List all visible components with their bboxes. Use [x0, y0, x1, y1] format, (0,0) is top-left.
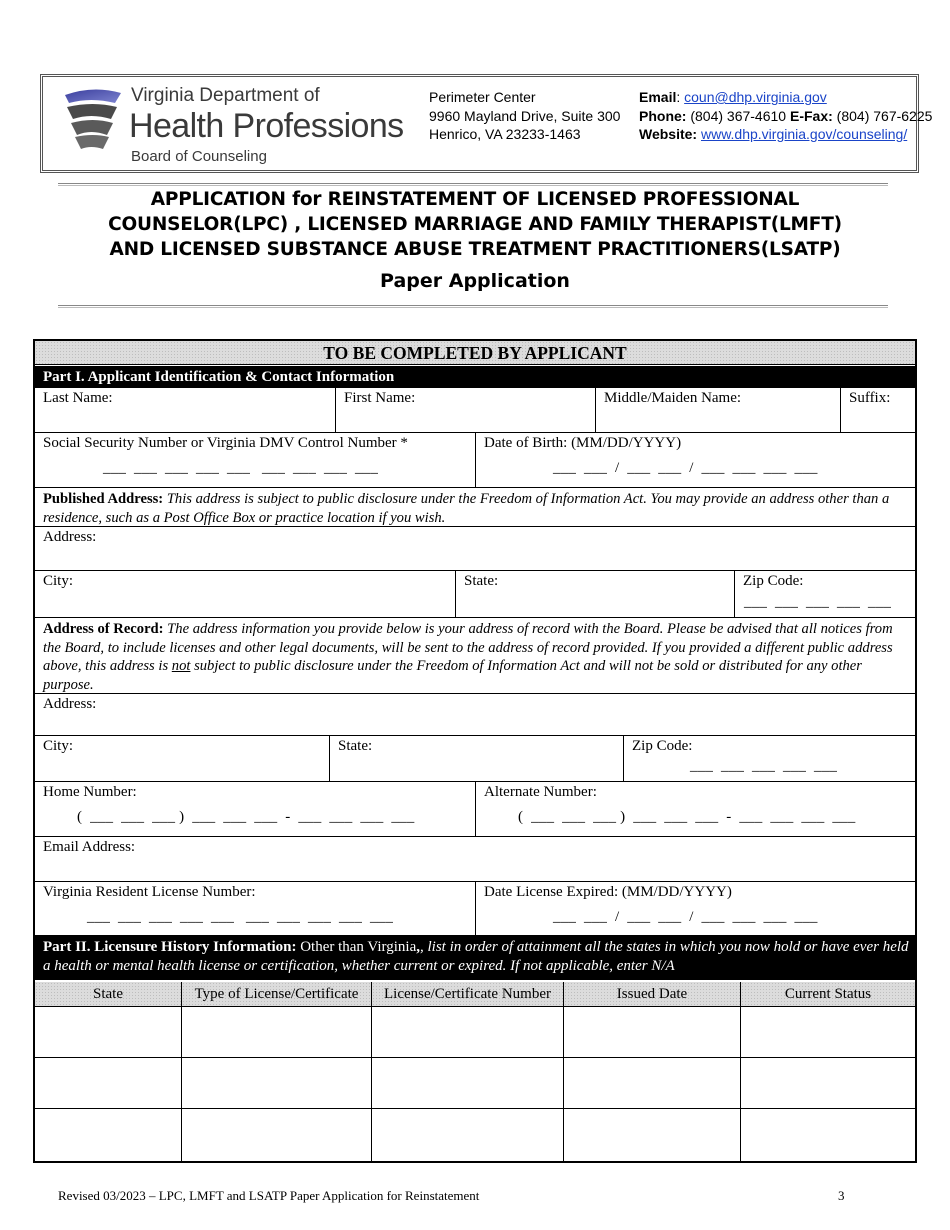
- record-text-a: The address information you provide below is your address of record with the Board. Please be advised that all notices from the Board, to include licenses and other legal documents, will be sent to the address of record provided. If you provided a different public address above, this address is: [43, 621, 893, 674]
- published-address-heading: Published Address:: [43, 491, 164, 507]
- table-cell[interactable]: [372, 1109, 564, 1163]
- record-address-label: Address:: [43, 696, 97, 712]
- email-address-label: Email Address:: [43, 839, 136, 855]
- record-state-field[interactable]: [330, 736, 624, 782]
- col-status-header: Current Status: [741, 982, 915, 1007]
- col-issued-header: Issued Date: [564, 982, 741, 1007]
- email-label: Email: [639, 89, 677, 105]
- table-cell[interactable]: [35, 1109, 182, 1163]
- website-link[interactable]: www.dhp.virginia.gov/counseling/: [700, 126, 908, 142]
- table-cell[interactable]: [372, 1058, 564, 1109]
- table-cell[interactable]: [182, 1109, 372, 1163]
- record-text-b: subject to public disclosure under the Freedom of Information Act and will not be sold or distributed for any other purpose.: [43, 658, 862, 693]
- phone-value: (804) 367-4610: [686, 107, 790, 124]
- license-expired-blanks: ___ ___ / ___ ___ / ___ ___ ___ ___: [553, 909, 818, 925]
- table-cell[interactable]: [741, 1007, 915, 1058]
- divider-bottom: [58, 305, 888, 308]
- part2-title: Part II. Licensure History Information:: [43, 939, 297, 955]
- last-name-field[interactable]: [35, 388, 336, 433]
- suffix-field[interactable]: [841, 388, 915, 433]
- published-address-note: [35, 488, 915, 527]
- email-address-field[interactable]: [35, 837, 915, 882]
- website-label: Website:: [639, 126, 698, 142]
- address-of-record-heading: Address of Record:: [43, 621, 164, 637]
- ssn-label: Social Security Number or Virginia DMV Control Number *: [43, 435, 408, 451]
- record-zip-field[interactable]: [624, 736, 915, 782]
- first-name-label: First Name:: [344, 390, 416, 406]
- record-zip-label: Zip Code:: [632, 738, 693, 754]
- va-license-blanks: ___ ___ ___ ___ ___ ___ ___ ___ ___ ___: [87, 909, 394, 925]
- table-cell[interactable]: [564, 1058, 741, 1109]
- email-link[interactable]: coun@dhp.virginia.gov: [684, 89, 827, 105]
- logo-line-1: Virginia Department of: [131, 85, 320, 106]
- middle-name-field[interactable]: [596, 388, 841, 433]
- address-line-2: 9960 Mayland Drive, Suite 300: [429, 107, 621, 124]
- state-label: State:: [464, 573, 499, 589]
- alternate-number-field[interactable]: [476, 782, 915, 837]
- home-number-blanks: ( ___ ___ ___ ) ___ ___ ___ - ___ ___ ___ ___: [77, 809, 415, 825]
- logo-line-3: Board of Counseling: [131, 148, 267, 165]
- table-cell[interactable]: [564, 1109, 741, 1163]
- dhp-swoosh-icon: [63, 87, 125, 151]
- home-number-field[interactable]: [35, 782, 476, 837]
- part1-heading: Part I. Applicant Identification & Contact Information: [35, 366, 915, 388]
- form-banner: TO BE COMPLETED BY APPLICANT: [35, 341, 915, 365]
- middle-name-label: Middle/Maiden Name:: [604, 390, 742, 406]
- page-subtitle: Paper Application: [380, 270, 570, 292]
- address-label: Address:: [43, 529, 97, 545]
- licensure-history-table: [35, 982, 915, 1163]
- published-city-field[interactable]: [35, 571, 456, 618]
- table-cell[interactable]: [182, 1058, 372, 1109]
- part2-heading: Part II. Licensure History Information: Other than Virginia,, list in order of attainment all the states in which you now hold or have ever held a health or mental health license or certification, whether current or expired. If not applicable, enter N/A: [35, 936, 915, 980]
- page-number: 3: [838, 1188, 845, 1203]
- divider-top: [58, 183, 888, 186]
- suffix-label: Suffix:: [849, 390, 891, 406]
- ssn-field[interactable]: [35, 433, 476, 488]
- dhp-logo: [63, 83, 408, 168]
- zip-label: Zip Code:: [743, 573, 804, 589]
- dob-blanks: ___ ___ / ___ ___ / ___ ___ ___ ___: [553, 460, 818, 476]
- first-name-field[interactable]: [336, 388, 596, 433]
- license-expired-field[interactable]: [476, 882, 915, 936]
- table-cell[interactable]: [564, 1007, 741, 1058]
- letterhead: [40, 74, 933, 173]
- title-line-1: APPLICATION for REINSTATEMENT OF LICENSED PROFESSIONAL: [150, 189, 800, 210]
- last-name-label: Last Name:: [43, 390, 113, 406]
- email-sep: :: [676, 89, 685, 105]
- dob-label: Date of Birth: (MM/DD/YYYY): [484, 435, 682, 451]
- published-zip-field[interactable]: [735, 571, 915, 618]
- table-cell[interactable]: [741, 1058, 915, 1109]
- table-cell[interactable]: [35, 1007, 182, 1058]
- title-line-2: COUNSELOR(LPC) , LICENSED MARRIAGE AND FAMILY THERAPIST(LMFT): [108, 214, 842, 235]
- efax-label: E-Fax:: [789, 107, 833, 124]
- mailing-address: [429, 88, 620, 144]
- record-address-field[interactable]: [35, 694, 915, 736]
- address-line-3: Henrico, VA 23233-1463: [429, 126, 581, 142]
- table-cell[interactable]: [182, 1007, 372, 1058]
- col-number-header: License/Certificate Number: [372, 982, 564, 1007]
- alternate-number-blanks: ( ___ ___ ___ ) ___ ___ ___ - ___ ___ ___ ___: [518, 809, 856, 825]
- table-cell[interactable]: [372, 1007, 564, 1058]
- published-address-text: This address is subject to public disclosure under the Freedom of Information Act. You may provide an address other than a residence, such as a Post Office Box or practice location if you wish.: [43, 491, 890, 526]
- phone-label: Phone:: [639, 107, 687, 124]
- efax-value: (804) 767-6225: [832, 107, 933, 124]
- record-state-label: State:: [338, 738, 373, 754]
- ssn-blanks: ___ ___ ___ ___ ___ ___ ___ ___ ___: [103, 460, 379, 476]
- logo-line-2: Health Professions: [129, 107, 404, 145]
- part2-text-b: , list in order of attainment all the states in which you now hold or have ever held a health or mental health license or certification, whether current or expired. If not applicable, enter N/A: [43, 939, 909, 974]
- record-zip-blanks: ___ ___ ___ ___ ___: [690, 758, 838, 774]
- published-address-field[interactable]: [35, 527, 915, 571]
- va-license-label: Virginia Resident License Number:: [43, 884, 256, 900]
- va-license-field[interactable]: [35, 882, 476, 936]
- home-number-label: Home Number:: [43, 784, 137, 800]
- record-text-not: not: [171, 658, 191, 674]
- contact-info: [639, 88, 932, 144]
- alternate-number-label: Alternate Number:: [484, 784, 597, 800]
- record-city-label: City:: [43, 738, 74, 754]
- part2-text-a: Other than Virginia: [296, 939, 417, 955]
- col-type-header: Type of License/Certificate: [182, 982, 372, 1007]
- title-line-3: AND LICENSED SUBSTANCE ABUSE TREATMENT PRACTITIONERS(LSATP): [109, 239, 841, 260]
- address-line-1: Perimeter Center: [429, 89, 536, 105]
- zip-blanks: ___ ___ ___ ___ ___: [744, 594, 892, 610]
- footer-revision: Revised 03/2023 – LPC, LMFT and LSATP Paper Application for Reinstatement: [58, 1188, 480, 1203]
- city-label: City:: [43, 573, 74, 589]
- license-expired-label: Date License Expired: (MM/DD/YYYY): [484, 884, 732, 900]
- table-cell[interactable]: [741, 1109, 915, 1163]
- table-cell[interactable]: [35, 1058, 182, 1109]
- application-form: [33, 339, 917, 1163]
- published-state-field[interactable]: [456, 571, 735, 618]
- col-state-header: State: [35, 982, 182, 1007]
- address-of-record-note: [35, 618, 915, 694]
- dob-field[interactable]: [476, 433, 915, 488]
- record-city-field[interactable]: [35, 736, 330, 782]
